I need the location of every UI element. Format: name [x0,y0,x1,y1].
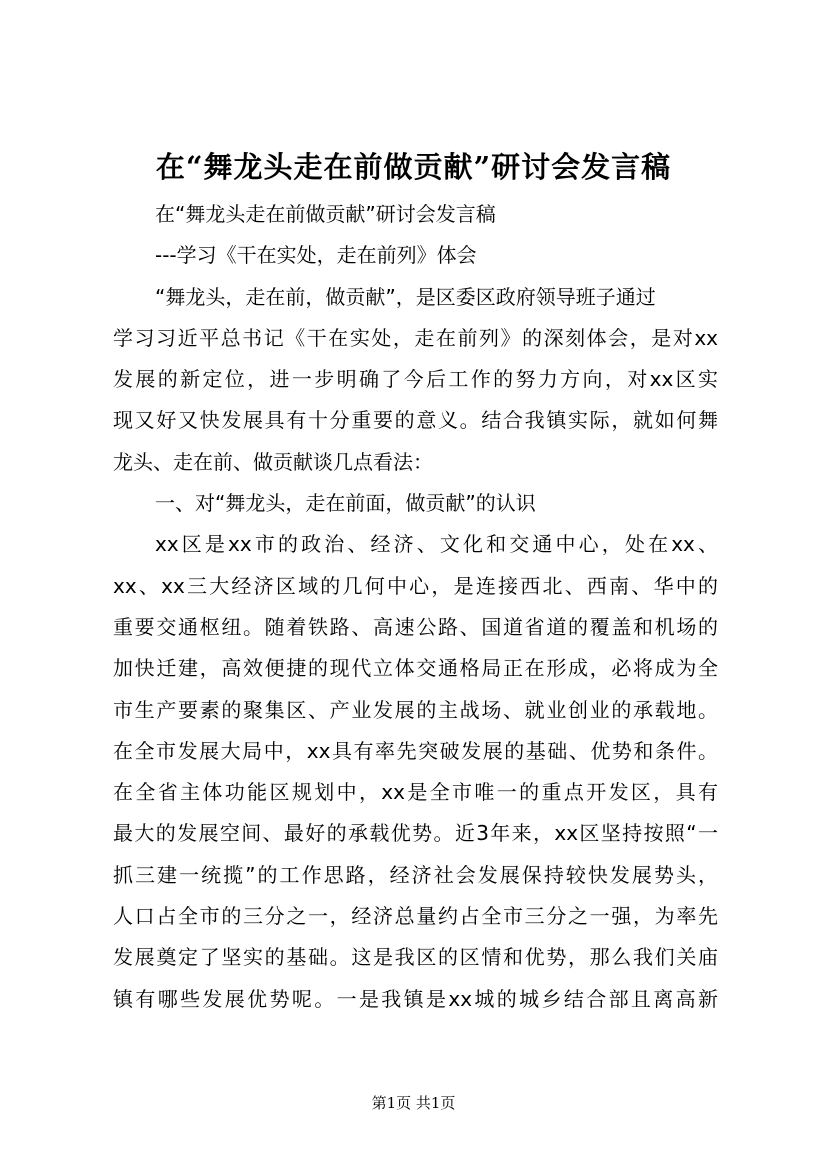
body-line: 发展的新定位，进一步明确了今后工作的努力方向，对xx区实 [113,367,718,392]
section-heading: 一、对“舞龙头，走在前面，做贡献”的认识 [155,491,536,516]
body-line: “舞龙头，走在前，做贡献”，是区委区政府领导班子通过 [155,284,656,309]
body-line: 最大的发展空间、最好的承载优势。近3年来，xx区坚持按照“一 [113,821,718,846]
body-line: 在全市发展大局中，xx具有率先突破发展的基础、优势和条件。 [113,738,718,763]
document-body [113,194,718,1020]
body-line: 现又好又快发展具有十分重要的意义。结合我镇实际，就如何舞 [113,408,718,433]
body-line: xx、xx三大经济区域的几何中心，是连接西北、西南、华中的 [113,573,718,598]
body-line: 镇有哪些发展优势呢。一是我镇是xx城的城乡结合部且离高新 [113,986,718,1011]
body-line: ---学习《干在实处，走在前列》体会 [155,243,477,268]
document-title: 在“舞龙头走在前做贡献”研讨会发言稿 [155,150,672,184]
body-line: 学习习近平总书记《干在实处，走在前列》的深刻体会，是对xx [113,325,718,350]
body-line: 抓三建一统揽”的工作思路，经济社会发展保持较快发展势头， [113,862,718,887]
body-line: 龙头、走在前、做贡献谈几点看法： [113,449,433,474]
body-line: 加快迁建，高效便捷的现代立体交通格局正在形成，必将成为全 [113,656,718,681]
body-line: xx区是xx市的政治、经济、文化和交通中心，处在xx、 [155,532,718,557]
body-line: 在“舞龙头走在前做贡献”研讨会发言稿 [155,202,496,226]
body-line: 人口占全市的三分之一，经济总量约占全市三分之一强，为率先 [113,904,718,929]
body-line: 市生产要素的聚集区、产业发展的主战场、就业创业的承载地。 [113,697,718,722]
body-line: 重要交通枢纽。随着铁路、高速公路、国道省道的覆盖和机场的 [113,614,718,639]
page-footer: 第1页 共1页 [371,1094,456,1112]
body-line: 发展奠定了坚实的基础。这是我区的区情和优势，那么我们关庙 [113,945,718,970]
body-line: 在全省主体功能区规划中，xx是全市唯一的重点开发区，具有 [113,780,718,805]
